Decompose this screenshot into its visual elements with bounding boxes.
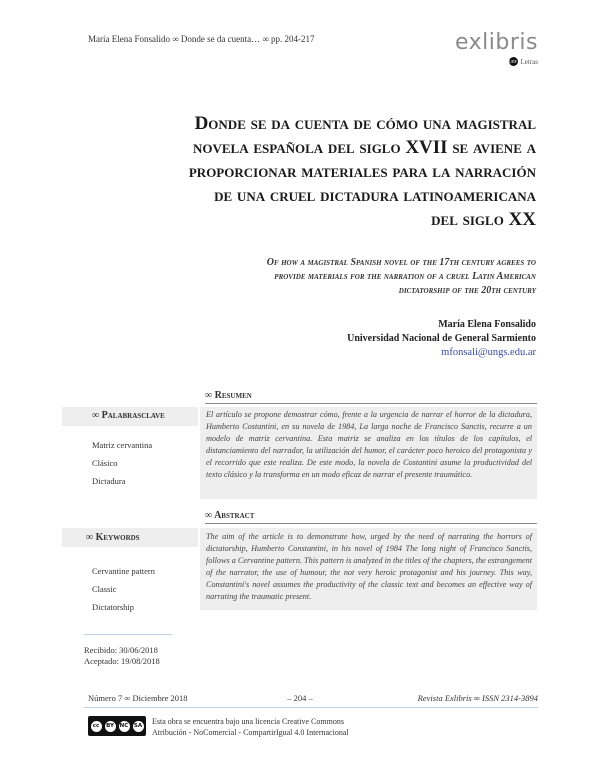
author-email[interactable]: mfonsali@ungs.edu.ar xyxy=(441,347,536,358)
nc-icon: NC xyxy=(119,721,130,732)
english-title xyxy=(110,256,536,298)
author-name: María Elena Fonsalido xyxy=(438,319,536,330)
cc-icon: cc xyxy=(91,721,102,732)
keyword-item: Classic xyxy=(92,584,117,594)
dates-divider xyxy=(84,634,172,635)
keyword-item: Dictatorship xyxy=(92,602,135,612)
logo-badge-icon: UBF xyxy=(509,59,517,64)
dates-block xyxy=(84,645,160,667)
issue-info: Número 7 ∞ Diciembre 2018 xyxy=(88,693,188,703)
subtitle-line: Of how a magistral Spanish novel of the 17th century agrees to xyxy=(266,257,536,268)
author-affiliation: Universidad Nacional de General Sarmiento xyxy=(347,333,536,344)
license-text xyxy=(152,716,349,738)
keyword-item: Dictadura xyxy=(92,476,126,486)
resumen-heading: ∞ Resumen xyxy=(205,390,252,401)
accepted-date: Aceptado: 19/08/2018 xyxy=(84,656,160,666)
title-line: de una cruel dictadura latinoamericana xyxy=(214,185,536,206)
running-head: María Elena Fonsalido ∞ Donde se da cuenta… ∞ pp. 204-217 xyxy=(88,34,315,44)
logo-wordmark: exlibris xyxy=(455,30,538,55)
license-line: Atribución - NoComercial - CompartirIgual 4.0 Internacional xyxy=(152,728,349,737)
journal-logo xyxy=(455,30,538,66)
keyword-item: Matriz cervantina xyxy=(92,440,153,450)
sa-icon: SA xyxy=(133,721,144,732)
resumen-text: El artículo se propone demostrar cómo, frente a la urgencia de narrar el horror de la dictadura, Humberto Costantini, en su novela de 1984, La larga noche de Francisco Sanctis, recurre a un modelo de matriz cervantina. Esta matriz se analiza en los títulos de los capítulos, el distanciamiento del narrador, la utilización del humor, el carácter poco heroico del protagonista y el recorrido que este realiza. De este modo, la novela de Costantini asume la productividad del texto clásico y la transforma en un modo eficaz de narrar el presente traumático. xyxy=(206,410,532,479)
keywords-list xyxy=(92,562,155,616)
abstract-divider xyxy=(205,523,537,524)
received-date: Recibido: 30/06/2018 xyxy=(84,645,158,655)
author-block xyxy=(347,318,536,360)
by-icon: BY xyxy=(105,721,116,732)
keyword-item: Clásico xyxy=(92,458,118,468)
logo-sub-label: Letras xyxy=(520,57,538,66)
title-line: Donde se da cuenta de cómo una magistral xyxy=(194,113,536,134)
journal-issn: Revista Exlibris ∞ ISSN 2314-3894 xyxy=(417,693,538,703)
footer-divider xyxy=(84,707,538,708)
page-number: – 204 – xyxy=(287,693,313,703)
title-line: proporcionar materiales para la narración xyxy=(188,161,536,182)
keywords-heading: ∞ Keywords xyxy=(86,532,140,543)
subtitle-line: dictatorship of the 20th century xyxy=(398,285,536,296)
palabras-clave-list xyxy=(92,436,152,490)
logo-subtitle xyxy=(455,57,538,66)
abstract-text: The aim of the article is to demonstrate how, urged by the need of narrating the horrors of dictatorship, Humberto Constantini, in his novel of 1984 The long night of Francisco Sanctis, follows a Cervantine pattern. This pattern is analyzed in the titles of the chapters, the estrangement of the narrator, the use of humour, the not very heroic protagonist and his journey. This way, Constantini's novel assumes the productivity of the classic text and becomes an effective way of narrating the traumatic present. xyxy=(206,532,532,601)
palabras-clave-heading: ∞ Palabrasclave xyxy=(92,410,165,421)
title-line: del siglo XX xyxy=(431,209,536,230)
creative-commons-badge[interactable] xyxy=(88,716,146,736)
license-line: Esta obra se encuentra bajo una licencia Creative Commons xyxy=(152,717,344,726)
keyword-item: Cervantine pattern xyxy=(92,566,156,576)
title-line: novela española del siglo XVII se aviene a xyxy=(192,137,536,158)
abstract-heading: ∞ Abstract xyxy=(205,510,255,521)
resumen-divider xyxy=(205,403,537,404)
article-title xyxy=(110,112,536,232)
subtitle-line: provide materials for the narration of a cruel Latin American xyxy=(274,271,536,282)
